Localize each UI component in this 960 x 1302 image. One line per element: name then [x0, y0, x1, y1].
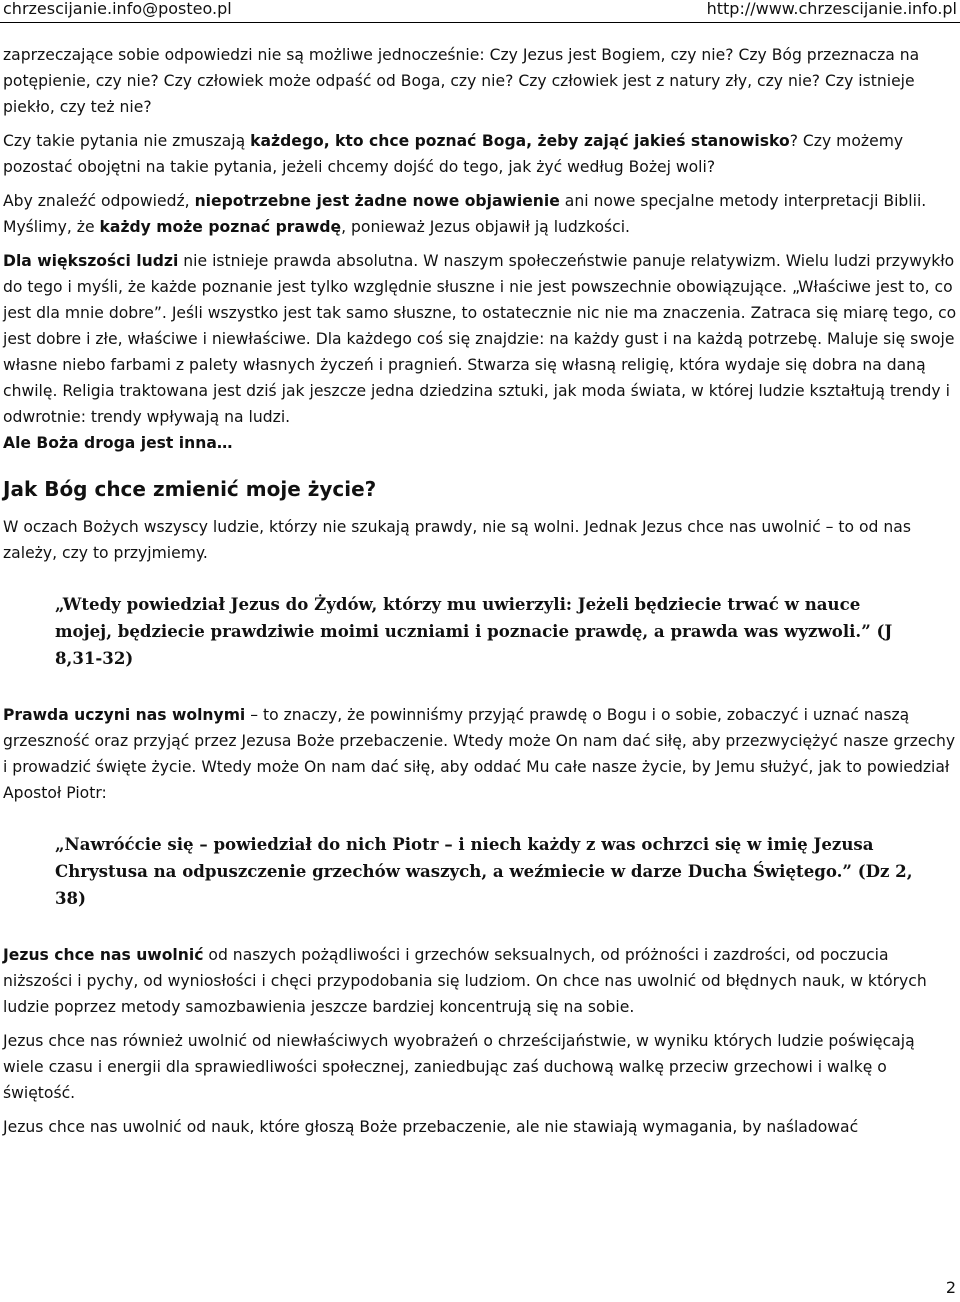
text-run: Czy takie pytania nie zmuszają — [3, 132, 251, 150]
paragraph-liberation — [3, 942, 957, 1020]
bold-run: Ale Boża droga jest inna… — [3, 434, 233, 452]
text-run: – to znaczy, że powinniśmy przyjąć prawdę o Bogu i o sobie, zobaczyć i uznać naszą grzeszność oraz przyjąć przez Jezusa Boże przebaczenie. Wtedy może On nam dać siłę, aby przezwyciężyć nasze grzechy i prowadzić święte życie. Wtedy może On nam dać siłę, aby oddać Mu całe nasze życie, by Jemu służyć, jak to powiedział Apostoł Piotr: — [3, 706, 956, 802]
document-body — [3, 42, 957, 1140]
paragraph-questions: zaprzeczające sobie odpowiedzi nie są możliwe jednocześnie: Czy Jezus jest Bogiem, czy nie? Czy Bóg przeznacza na potępienie, czy nie? Czy człowiek może odpaść od Boga, czy nie? Czy człowiek jest z natury zły, czy nie? Czy istnieje piekło, czy też nie? — [3, 46, 920, 116]
section-heading: Jak Bóg chce zmienić moje życie? — [3, 477, 377, 501]
text-run: od naszych pożądliwości i grzechów seksualnych, od próżności i zazdrości, od poczucia niższości i pychy, od wyniosłości i chęci przypodobania się ludziom. On chce nas uwolnić od błędnych nauk, w których ludzie poprzez metody samozbawienia jeszcze bardziej koncentrują się na sobie. — [3, 946, 927, 1016]
header-email: chrzescijanie.info@posteo.pl — [3, 0, 232, 18]
bold-run: Jezus chce nas uwolnić — [3, 946, 204, 964]
scripture-quote-acts: „Nawróćcie się – powiedział do nich Piotr – i niech każdy z was ochrzci się w imię Jezusa Chrystusa na odpuszczenie grzechów waszych, a weźmiecie w darze Ducha Świętego.” (Dz 2, 38) — [55, 834, 913, 908]
bold-run: Prawda uczyni nas wolnymi — [3, 706, 246, 724]
paragraph-freedom: W oczach Bożych wszyscy ludzie, którzy nie szukają prawdy, nie są wolni. Jednak Jezus chce nas uwolnić – to od nas zależy, czy to przyjmiemy. — [3, 518, 911, 562]
scripture-quote-john: „Wtedy powiedział Jezus do Żydów, którzy mu uwierzyli: Jeżeli będziecie trwać w nauce mojej, będziecie prawdziwie moimi uczniami i poznacie prawdę, a prawda was wyzwoli.” (J 8,31-32) — [55, 594, 893, 668]
paragraph-teachings: Jezus chce nas uwolnić od nauk, które głoszą Boże przebaczenie, ale nie stawiają wymagania, by naśladować — [3, 1118, 859, 1136]
text-run: Aby znaleźć odpowiedź, — [3, 192, 195, 210]
header-url: http://www.chrzescijanie.info.pl — [706, 0, 957, 18]
bold-run: każdego, kto chce poznać Boga, żeby zająć jakieś stanowisko — [250, 132, 790, 150]
text-run: nie istnieje prawda absolutna. W naszym społeczeństwie panuje relatywizm. Wielu ludzi przywykło do tego i myśli, że każde poznanie jest tylko względnie słuszne i nie jest powszechnie obowiązujące. „Właściwe jest to, co jest dla mnie dobre”. Jeśli wszystko jest tak samo słuszne, to ostatecznie nic nie ma znaczenia. Zatraca się miarę tego, co jest dobre i złe, właściwe i niewłaściwe. Dla każdego coś się znajdzie: na każdy gust i na każdą potrzebę. Maluje się swoje własne niebo farbami z palety własnych życzeń i pragnień. Stwarza się własną religię, która wydaje się dobra na daną chwilę. Religia traktowana jest dziś jak jeszcze jedna dziedzina sztuki, jak moda świata, w której ludzie kształtują trendy i odwrotnie: trendy wpływają na ludzi. — [3, 252, 957, 426]
bold-run: niepotrzebne jest żadne nowe objawienie — [194, 192, 560, 210]
text-run: ani nowe specjalne metody interpretacji Biblii. Myślimy, że — [3, 192, 927, 236]
paragraph-truth — [3, 702, 957, 806]
paragraph-answer — [3, 188, 957, 240]
text-run: , ponieważ Jezus objawił ją ludzkości. — [341, 218, 630, 236]
paragraph-misconceptions: Jezus chce nas również uwolnić od niewłaściwych wyobrażeń o chrześcijaństwie, w wyniku których ludzie poświęcają wiele czasu i energii dla sprawiedliwości społecznej, zaniedbując zaś duchową walkę przeciw grzechowi i walkę o świętość. — [3, 1032, 915, 1102]
page-number: 2 — [945, 1278, 956, 1297]
page-header — [0, 0, 960, 30]
header-divider — [0, 22, 960, 23]
paragraph-relativism — [3, 248, 957, 456]
bold-run: każdy może poznać prawdę — [99, 218, 342, 236]
paragraph-position — [3, 128, 957, 180]
bold-run: Dla większości ludzi — [3, 252, 179, 270]
text-run: ? Czy możemy pozostać obojętni na takie pytania, jeżeli chcemy dojść do tego, jak żyć według Bożej woli? — [3, 132, 904, 176]
